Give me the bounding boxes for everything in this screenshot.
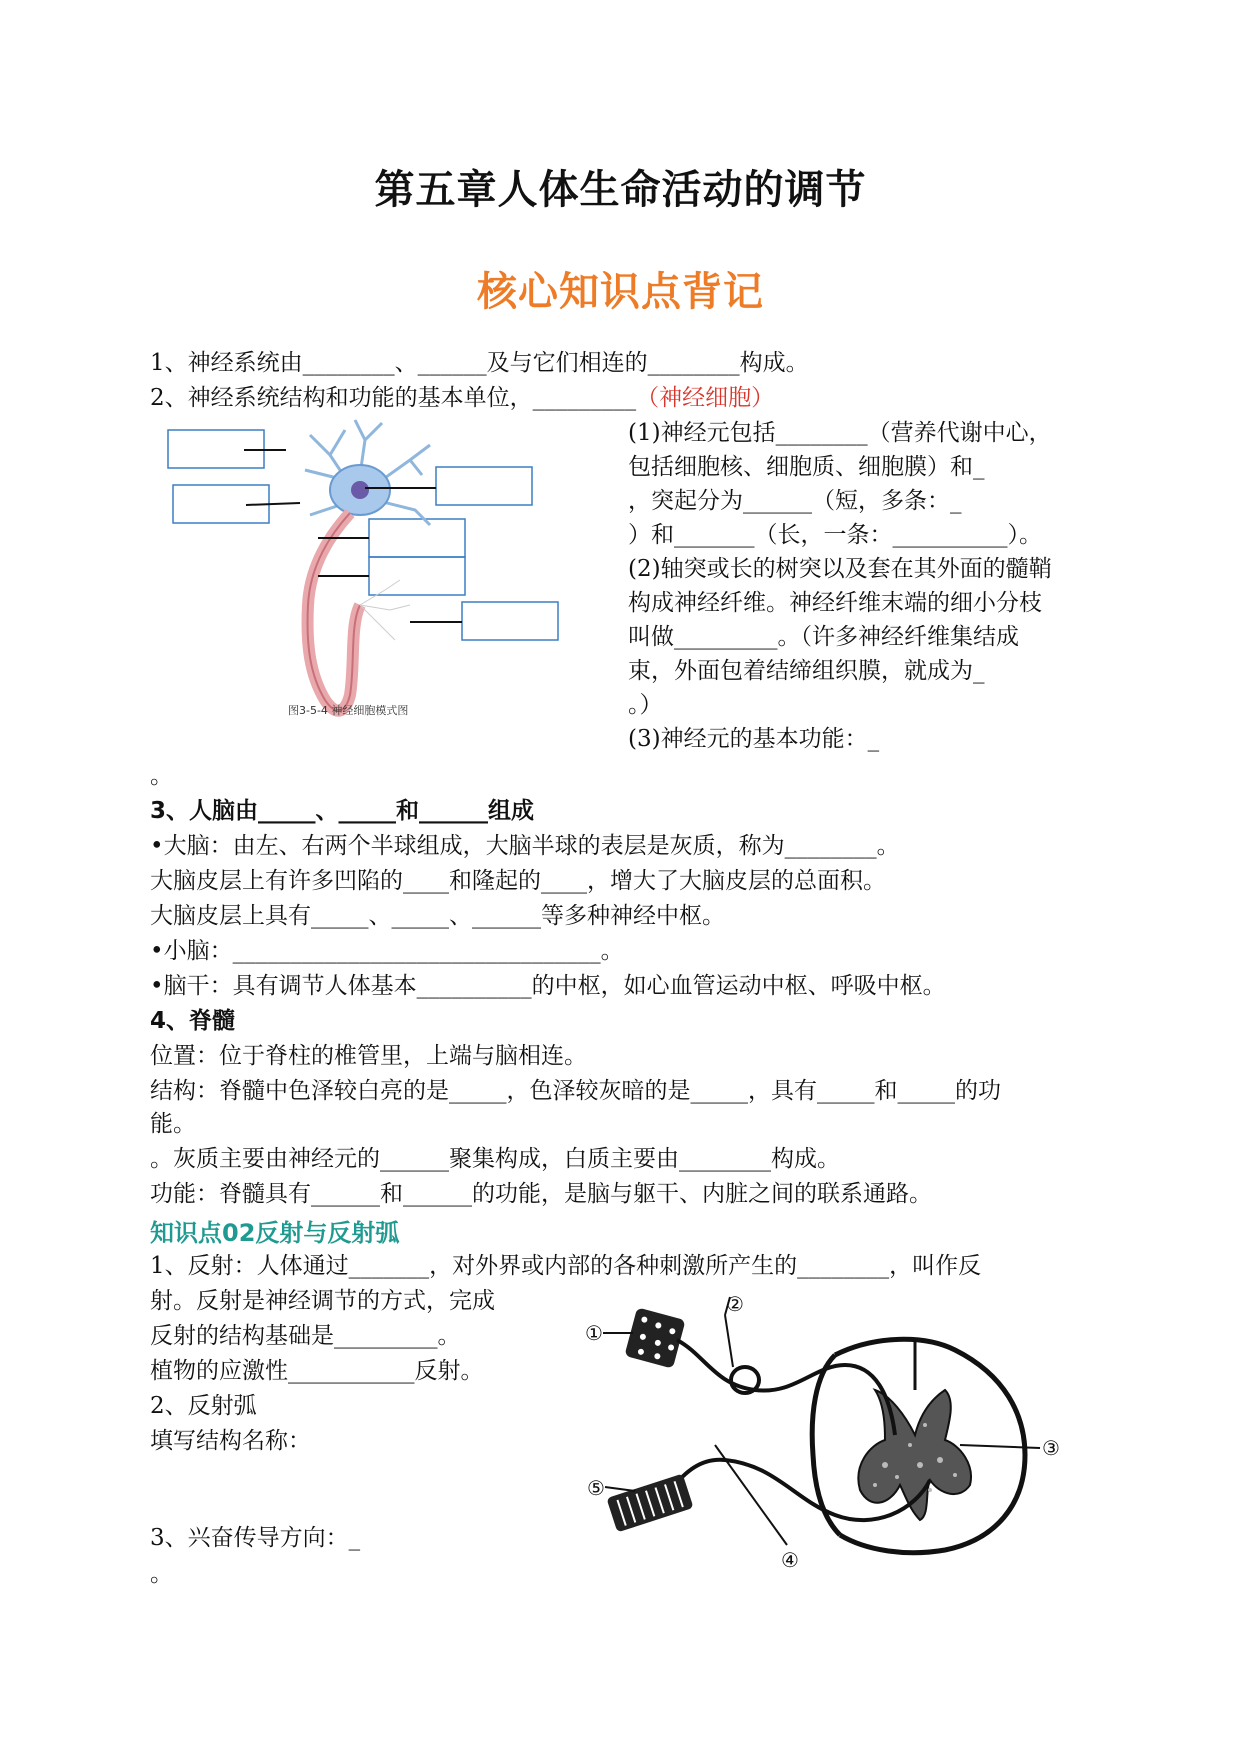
- receptor: [624, 1307, 685, 1368]
- reflex-arc-diagram: [585, 1295, 1085, 1585]
- period-mark-1: 。: [150, 763, 173, 789]
- neuron-diagram: [160, 415, 570, 735]
- label-box-4: [369, 519, 465, 557]
- spinal-function: 功能：脊髓具有______和______的功能，是脑与躯干、内脏之间的联系通路。: [150, 1181, 932, 1207]
- plant-irritability: 植物的应激性___________反射。: [150, 1358, 484, 1384]
- afferent-nerve: [677, 1340, 895, 1435]
- label-1: ①: [585, 1321, 603, 1345]
- neuron-note-10: (3)神经元的基本功能：_: [628, 726, 880, 752]
- label-box-3: [436, 467, 532, 505]
- question-3-heading: 3、人脑由_____、_____和______组成: [150, 798, 535, 824]
- spinal-structure-cont: 能。: [150, 1111, 196, 1137]
- label-5: ⑤: [587, 1476, 605, 1500]
- chapter-title: 第五章人体生命活动的调节: [374, 167, 867, 213]
- label-2: ②: [726, 1295, 744, 1316]
- spinal-position: 位置：位于脊柱的椎管里，上端与脑相连。: [150, 1043, 587, 1069]
- period-mark-2: 。: [150, 1561, 173, 1587]
- reflex-def-2: 射。反射是神经调节的方式，完成: [150, 1288, 495, 1314]
- reflex-arc-heading: 2、反射弧: [150, 1393, 257, 1419]
- label-4: ④: [781, 1548, 799, 1572]
- question-1: 1、神经系统由________、______及与它们相连的________构成。: [150, 350, 809, 376]
- cerebellum-line: •小脑：________________________________。: [150, 938, 624, 964]
- fill-structure-names: 填写结构名称：: [150, 1428, 311, 1454]
- knowledge-point-02-heading: 知识点02反射与反射弧: [150, 1219, 400, 1247]
- neuron-note-3: ，突起分为______（短，多条：_: [628, 488, 962, 514]
- neuron-note-7: 叫做_________。（许多神经纤维集结成: [628, 624, 1019, 650]
- reflex-basis: 反射的结构基础是_________。: [150, 1323, 461, 1349]
- label-box-5: [369, 557, 465, 595]
- cerebrum-line: •大脑：由左、右两个半球组成，大脑半球的表层是灰质，称为________。: [150, 833, 900, 859]
- neuron-note-9: 。）: [628, 692, 663, 718]
- section-subtitle: 核心知识点背记: [477, 269, 764, 315]
- spinal-structure: 结构：脊髓中色泽较白亮的是_____，色泽较灰暗的是_____，具有_____和_____的功: [150, 1078, 1001, 1104]
- figure-caption: 图3-5-4 神经细胞模式图: [288, 704, 409, 717]
- axon-terminals: [360, 580, 410, 640]
- nucleus: [351, 481, 369, 499]
- brainstem-line: •脑干：具有调节人体基本__________的中枢，如心血管运动中枢、呼吸中枢。: [150, 973, 946, 999]
- neuron-note-5: (2)轴突或长的树突以及套在其外面的髓鞘: [628, 556, 1052, 582]
- question-2-answer: （神经细胞）: [636, 385, 775, 411]
- label-3: ③: [1042, 1436, 1060, 1460]
- neuron-note-1: (1)神经元包括________（营养代谢中心，: [628, 420, 1052, 446]
- cortex-line-2: 大脑皮层上具有_____、_____、______等多种神经中枢。: [150, 903, 725, 929]
- label-box-6: [462, 602, 558, 640]
- neuron-note-4: ）和_______（长，一条：__________）。: [628, 522, 1042, 548]
- question-2: [150, 382, 774, 414]
- question-4-heading: 4、脊髓: [150, 1008, 236, 1034]
- gray-white-matter: 。灰质主要由神经元的______聚集构成，白质主要由________构成。: [150, 1146, 840, 1172]
- neuron-note-6: 构成神经纤维。神经纤维末端的细小分枝: [628, 590, 1042, 616]
- neuron-note-8: 束，外面包着结缔组织膜，就成为_: [628, 658, 985, 684]
- reflex-def-1: 1、反射：人体通过_______，对外界或内部的各种刺激所产生的________，叫作反: [150, 1253, 982, 1279]
- question-2-text: 2、神经系统结构和功能的基本单位，_________: [150, 385, 637, 411]
- cortex-line-1: 大脑皮层上有许多凹陷的____和隆起的____，增大了大脑皮层的总面积。: [150, 868, 886, 894]
- excitation-direction: 3、兴奋传导方向：_: [150, 1525, 361, 1551]
- neuron-note-2: 包括细胞核、细胞质、细胞膜）和_: [628, 454, 985, 480]
